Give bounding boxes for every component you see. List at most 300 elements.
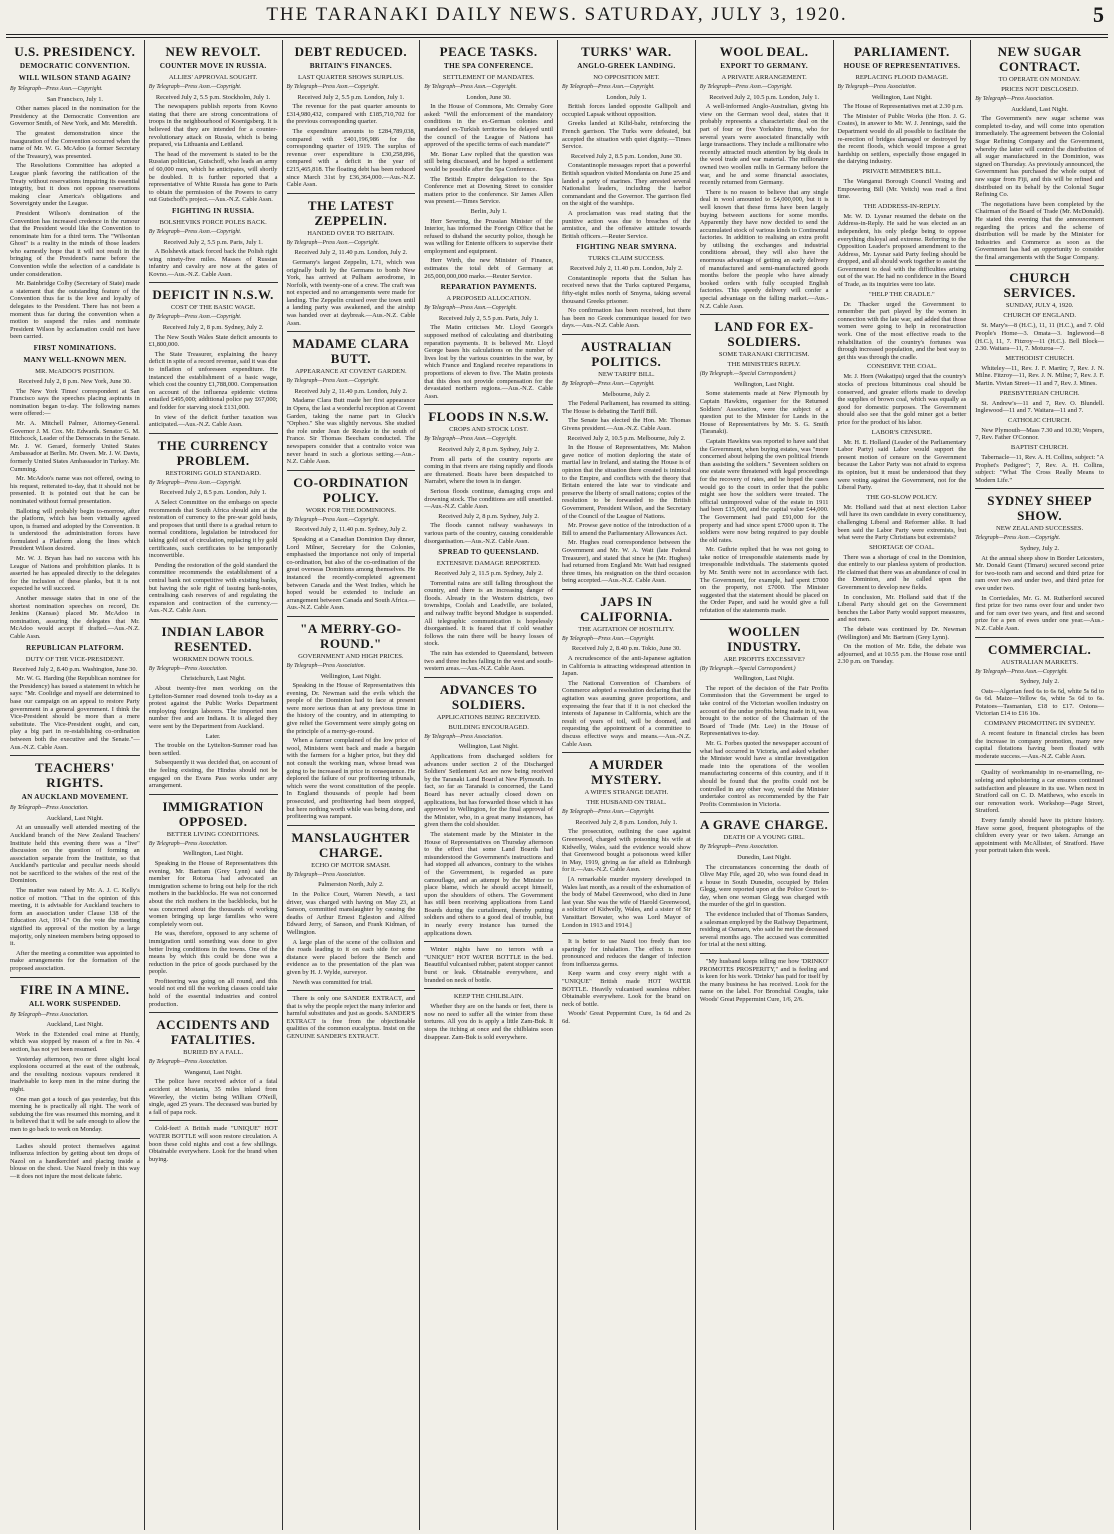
article-dateline: London, June 30. [466, 93, 511, 101]
article-dateline: Melbourne, July 2. [602, 390, 651, 398]
article-paragraph: The revenue for the past quarter amounts to £314,980,432, compared with £185,710,702 for the previous corresponding quarter. [286, 103, 416, 126]
article-dateline: Received July 2, 8.5 p.m. London, July 1. [159, 489, 267, 497]
article-headline: WOOL DEAL. [719, 44, 809, 59]
article-paragraph: The Resolutions Committee has adopted a League plank favoring the ratification of the Treaty without reservations impairing its essential integrity, but it does not oppose reservations making clear America's obligations and Sovereignty under the League. [10, 162, 140, 208]
column-rule [287, 616, 416, 617]
column-rule [975, 764, 1104, 765]
article-headline: MANSLAUGHTER CHARGE. [291, 829, 411, 860]
column-rule [424, 404, 553, 405]
article-headline: CHURCH SERVICES. [1003, 270, 1076, 301]
article-headline: JAPS IN CALIFORNIA. [580, 593, 673, 624]
article-dateline: San Francisco, July 1. [46, 95, 104, 103]
article-subheading: CROPS AND STOCK LOST. [449, 426, 529, 434]
article-subheading: THE SPA CONFERENCE. [444, 62, 534, 70]
article-subheading: BUILDING ENCOURAGED. [448, 723, 529, 731]
article-subheading: CHURCH OF ENGLAND. [1003, 312, 1076, 320]
article-paragraph: Speaking in the House of Representatives this evening, Dr. Newman said the evils which the people of the Dominion had to face at present were more serious than at any previous time in the history of the country, and in attempting to give relief the Government were simply going on the principle of a merry-go-round. [286, 682, 416, 735]
article-subheading: METHODIST CHURCH. [1005, 354, 1074, 362]
article-paragraph: Quality of workmanship in re-enamelling, re-soleing and upholstering a car ensures continued satisfaction and pleasure in its use. When next in Stratford call on C. D. Matthews, who excels in our renovation work. Workshop—Page Street, Stratford. [975, 769, 1104, 815]
article-paragraph: Mr. Holland said that at next election Labor will have its own candidate in every constituency, challenging Liberal and Reformer alike. It had been said the Labor Party were extremists, but what were the Party Christians but extremists? [837, 503, 967, 542]
article-paragraph: The House of Representatives met at 2.30 p.m. [843, 103, 964, 111]
article-subheading: COMPANY PROMOTING IN SYDNEY. [984, 720, 1096, 728]
article-paragraph: Mr. McAdoo's name was not offered, owing to his request, reiterated to-day, that it should not be presented. It is pointed out that he can be nominated without formal presentation. [10, 475, 140, 505]
article-subheading: BURIED BY A FALL. [183, 1049, 244, 1057]
column-rule [700, 314, 829, 315]
article-subheading: ALLIES' APPROVAL SOUGHT. [168, 74, 258, 81]
article-subheading: DUTY OF THE VICE-PRESIDENT. [25, 655, 125, 663]
article-subheading: THE AGITATION OF HOSTILITY. [578, 625, 675, 633]
article-dateline: Auckland, Last Night. [46, 814, 104, 822]
article-subheading: AN AUCKLAND MOVEMENT. [21, 793, 129, 802]
article-paragraph: The prosecution, outlining the case against Greenwood, charged with poisoning his wife at Kidwelly, Wales, said the evidence would show that Greenwood bought a poisonous weed killer in May, 1919, giving as far afield as Edinburgh for it.—Aus.-N.Z. Cable Assn. [562, 828, 691, 874]
article-byline: By Telegraph—Press Assn.—Copyright. [148, 228, 242, 235]
article-paragraph: The negotiations have been completed by the Chairman of the Board of Trade (Mr. McDonald). He stated this evening that the announcement regarding the prices and the scheme of distribution will be made by the Minister for Industries and Commerce as soon as the Government has had an opportunity to consider the final arrangements with the Sugar Company. [975, 200, 1104, 261]
article-dateline: Received July 2, 8.40 p.m. Tokio, June 30. [571, 645, 681, 653]
article-subheading: A PROPOSED ALLOCATION. [446, 295, 531, 303]
article-subheading: TO OPERATE ON MONDAY. [998, 76, 1081, 83]
article-subheading: NEW TARIFF BILL. [598, 371, 655, 379]
article-paragraph: President Wilson's domination of the Convention has increased credence in the rumour that the President would like the Convention to renominate him for a third term. The "Wilsonian Ghost" is a reality in the minds of those leaders who earnestly hope that it will not result in the bringing of the President's name before the Convention while the selection of a candidate is under consideration. [10, 209, 140, 278]
article-paragraph: Whether they are on the hands or feet, there is now no need to suffer all the winter from these tortures. All you do is apply a little Zam-Buk. It stops the itching at once and the chilblains soon disappear. Zam-Buk is sold everywhere. [424, 1003, 553, 1041]
article-subheading: BOLSHEVIKS FORCE POLES BACK. [159, 218, 267, 226]
article-paragraph: Mr. H. E. Holland (Leader of the Parliamentary Labor Party) said Labor would support the present motion of censure on the Government because the Labor Party was not afraid to express its opinion, but it must be understood that they were voting against the Government, not for the Liberal Party. [837, 438, 967, 492]
article-subheading: SPREAD TO QUEENSLAND. [438, 548, 539, 557]
article-byline: By Telegraph—Press Association. [10, 1011, 89, 1018]
article-byline: By Telegraph—Press Assn.—Copyright. [10, 86, 103, 92]
article-subheading: HOUSE OF REPRESENTATIVES. [843, 62, 961, 70]
newspaper-title: THE TARANAKI DAILY NEWS. SATURDAY, JULY 3, 1920. [266, 4, 848, 25]
article-headline: PARLIAMENT. [854, 44, 950, 59]
article-paragraph: The trouble on the Lyttelton-Sumner road has been settled. [148, 742, 278, 757]
article-subheading: CATHOLIC CHURCH. [1007, 416, 1072, 424]
column-rule [975, 488, 1104, 489]
article-paragraph: A Select Committee on the embargo on specie recommends that South Africa should aim at the restoration of currency to the pre-war gold basis, and proposes that until there is a gradual return to normal conditions, legislation be introduced for taking gold out of circulation, replacing it by gold certificates, such certificates to be temporarily inconvertible. [148, 498, 278, 560]
article-paragraph: The British Empire delegation to the Spa Conference met at Downing Street to consider matters prior to the conference. Sir James Allen was present.—Times Service. [424, 175, 553, 206]
article-paragraph: At an unusually well attended meeting of the Auckland branch of the New Zealand Teachers' Institute held this evening there was a "live" discussion on the question of forming an association separate from the Institute, so that Auckland's particular and peculiar needs should not be sacrificed to the wishes of the rest of the Dominion. [10, 824, 140, 885]
article-dateline: Auckland, Last Night. [1011, 105, 1069, 113]
article-subheading: DEMOCRATIC CONVENTION. [19, 62, 130, 70]
column-rule [287, 990, 416, 991]
article-paragraph: From all parts of the country reports are coming in that rivers are rising rapidly and floods are threatened. Boats have been despatched to Narrabri, where the town is in danger. [424, 455, 553, 486]
article-headline: U.S. PRESIDENCY. [14, 44, 136, 59]
article-paragraph: Torrential rains are still falling throughout the country, and there is an increasing danger of floods. Already in the Western districts, two townships, Coolah and Leadville, are isolated, and railway traffic beyond Mudgee is suspended. All telegraphic communication is hopelessly disorganised. It is feared that if cold weather follows the rain there will be heavy losses of stock. [424, 579, 553, 648]
article-dateline: Received July 2, 8 p.m. London, July 1. [575, 818, 678, 826]
article-subheading: GOVERNMENT AND HIGH PRICES. [298, 652, 404, 660]
article-dateline: Received July 2, 8 p.m. New York, June 30. [18, 378, 131, 385]
article-subheading: RESTORING GOLD STANDARD. [165, 469, 261, 477]
article-paragraph: Mr. W. D. Lysnar resumed the debate on the Address-in-Reply. He said he was elected as an independent, his only pledge being to oppose everything disloyal and extreme. Referring to the Opposition Leader's proposed amendment to the Address, Mr. Lysnar said Party feeling should be dropped, and all should work together to assist the Government to deal with the difficulties arising out of the war. He had no confidence in the Board of Trade, as its inquiries were too late. [837, 212, 967, 289]
article-headline: AUSTRALIAN POLITICS. [580, 339, 672, 370]
article-dateline: Received July 2, 5.5 p.m. Paris, July 1. [163, 238, 263, 246]
article-subheading: SHORTAGE OF COAL. [869, 543, 935, 551]
masthead-rule-bottom [6, 37, 1108, 38]
article-headline: CO-ORDINATION POLICY. [293, 474, 409, 505]
article-paragraph: Dr. Thacker urged the Government to remember the part played by the women in connection with the late war, and added that those women were going to help in reconstruction work. One of the most effective roads to the rehabilitation of the country's fortunes was through increased population, and the best way to get this was through the cradle. [837, 300, 967, 361]
column-1 [6, 40, 144, 1530]
article-paragraph: Germany's largest Zeppelin, L71, which was originally built by the Germans to bomb New York, has arrived at Pulham aerodrome, in Norfolk, with twenty-one of a crew. The craft was not expected and no arrangements were made for landing. The Zeppelin cruised over the town until a landing party was awakened, and the airship was handed over at daybreak.—Aus.-N.Z. Cable Assn. [286, 258, 416, 327]
column-rule [562, 589, 691, 590]
column-8 [970, 40, 1108, 1530]
article-paragraph: About twenty-five men working on the Lyttelton-Sumner road downed tools to-day as a protest against the Public Works Department employing foreign laborers. The imported men number five and are Indians. It is alleged they were sent by the Department from Auckland. [148, 685, 278, 731]
article-subheading: HANDED OVER TO BRITAIN. [307, 229, 395, 237]
article-subheading: WORKMEN DOWN TOOLS. [172, 655, 254, 663]
article-paragraph: The Minister of Public Works (the Hon. J. G. Coates), in answer to Mr. W. J. Jennings, said the Department would do all possible to facilitate the re-erection of bridges damaged or destroyed by the recent floods, which would impose a great hardship on settlers, especially those engaged in the dairying industry. [837, 112, 967, 166]
column-rule [10, 755, 140, 756]
article-paragraph: Every family should have its picture history. Have some good, frequent photographs of the children every year or two taken. Arrange an appointment with McAllister, of Stratford. Have your portrait taken this week. [975, 817, 1104, 855]
article-paragraph: The New South Wales State deficit amounts to £1,800,000. [148, 333, 278, 349]
article-subheading: AUSTRALIAN MARKETS. [1001, 658, 1079, 666]
article-paragraph: In Corriedales, Mr. G. M. Rutherford secured first prize for two rams over four and under two and for ram over two years, and first and second prize for a pen of ewes under one year.—Aus.-N.Z. Cable Assn. [975, 594, 1104, 632]
article-subheading: REPLACING FLOOD DAMAGE. [855, 74, 949, 81]
article-byline: By Telegraph—Press Association. [699, 844, 779, 851]
article-paragraph: A Bolshevik attack forced back the Polish right wing ninety-five miles. Masses of Russian infantry and cavalry are now at the gates of Kovno.—Aus.-N.Z. Cable Assn. [148, 248, 278, 278]
article-paragraph: Cold-feet! A British made "UNIQUE" HOT WATER BOTTLE will soon restore circulation. A boon these cold nights and cost a few shillings. Obtainable everywhere. Look for the brand when buying. [148, 1125, 278, 1163]
article-paragraph: One man got a touch of gas yesterday, but this morning he is practically all right. The work of subduing the fire was resumed this morning, and it is believed that it will be safe enough to allow the men to go back to work on Monday. [10, 1095, 140, 1133]
article-paragraph: Mr. Hughes read correspondence between the Government and Mr. W. A. Watt (late Federal Treasurer), and stated that since he (Mr. Hughes) had returned from England Mr. Watt had resigned three times, his resignation on the third occasion being accepted.—Aus.-N.Z. Cable Assn. [562, 539, 691, 585]
article-subheading: EXPORT TO GERMANY. [720, 62, 808, 70]
article-headline: THE CURRENCY PROBLEM. [157, 437, 269, 468]
article-dateline: Received July 2, 8 p.m. Sydney, July 2. [438, 445, 539, 453]
column-rule [287, 331, 416, 332]
article-paragraph: The police have received advice of a fatal accident at Mostania, 35 miles inland from Waverley, the victim being William O'Neill, single, aged 25 years. The deceased was buried by a fall of papa rock. [148, 1078, 278, 1116]
article-paragraph: The expenditure amounts to £284,789,038, compared with £401,196,986 for the corresponding quarter of 1919. The surplus of revenue over expenditure is £30,258,896, compared with a deficit in the year of £215,465,818. The floating debt has been reduced since March 31st by £36,364,000.—Aus.-N.Z. Cable Assn. [286, 127, 416, 189]
article-dateline: Dunedin, Last Night. [737, 853, 792, 861]
article-subheading: WORK FOR THE DOMINIONS. [305, 506, 396, 514]
article-paragraph: Constantinople reports that the Sultan has received news that the Turks captured Pergama, fifty-eight miles north of Smyrna, taking several thousand Greeks prisoner. [562, 274, 691, 305]
article-paragraph: Constantinople messages report that a powerful British squadron visited Mondania on June 25 and landed a party of marines. They arrested several Nationalist leaders, including the harbor commandant and the Governor. The garrison fled on the sight of the warships. [562, 162, 691, 208]
article-byline: By Telegraph—Press Assn.—Copyright. [699, 84, 793, 90]
article-subheading: WILL WILSON STAND AGAIN? [18, 74, 131, 82]
article-paragraph: A proclamation was read stating that the punitive action was due to breaches of the armistice, and the offensive attitude towards British officers.—Reuter Service. [562, 209, 691, 240]
article-dateline: Received July 2, 10.5 p.m. London, July 1. [709, 93, 820, 101]
article-headline: DEBT REDUCED. [294, 44, 408, 59]
article-paragraph: The State Treasurer, explaining the heavy deficit in spite of a record revenue, said it was due to inflation of unforeseen expenditure. He instanced the establishment of a basic wage, which cost the country £1,788,000. Compensation on account of the influenza epidemic victims entailed £495,000; additional police pay £67,000; and fodder for starving stock £131,000. [148, 350, 278, 411]
article-subheading: FIGHTING NEAR SMYRNA. [576, 243, 677, 252]
article-dateline: Received July 2, 8 p.m. Sydney, July 2. [438, 512, 539, 520]
article-paragraph: A recrudescence of the anti-Japanese agitation in California is attracting widespread attention in Japan. [562, 655, 691, 678]
article-paragraph: Some statements made at New Plymouth by Captain Hawkins, organiser for the Returned Soldiers' Association, were the subject of a question put to the Minister for Lands in the House of Representatives by Mr. S. G. Smith (Taranaki). [699, 390, 829, 436]
article-byline: By Telegraph—Press Association. [975, 96, 1054, 102]
article-paragraph: The Wanganui Borough Council Vesting and Empowering Bill (Mr. Veitch) was read a first time. [837, 177, 967, 201]
article-paragraph: [A remarkable murder mystery developed in Wales last month, as a result of the exhumation of the body of Mabel Greenwood, who died in June last year. She was the wife of Harold Greenwood, a solicitor of Kidwelly, Wales, and a sister of Sir Vansittart Bowater, who was Lord Mayor of London in 1913 and 1914.] [562, 875, 691, 929]
article-paragraph: The Federal Parliament, has resumed its sitting. The House is debating the Tariff Bill. [562, 400, 691, 415]
article-byline: By Telegraph—Press Assn.—Copyright. [562, 635, 655, 642]
article-subheading: BETTER LIVING CONDITIONS. [166, 830, 260, 838]
article-paragraph: Mr. Guthrie replied that he was not going to take notice of irresponsible statements made by irresponsible individuals. The statements quoted by Mr. Smith were not in accordance with fact. The Government, for example, had spent £7000 on the property, not £7000. The Minister suggested that the statement should be placed on the Order Paper, and said he would give a full refutation of the statements made. [699, 546, 829, 615]
article-paragraph: Another message states that in one of the shortest nomination speeches on record, Dr. Jenkins (Kansas) placed Mr. McAdoo in nomination, assuring the delegates that Mr. McAdoo would accept if drafted.—Aus.-N.Z. Cable Assn. [10, 595, 140, 640]
article-subheading: DEATH OF A YOUNG GIRL. [723, 834, 805, 842]
column-rule [562, 334, 691, 335]
article-paragraph: The greatest demonstration since the inauguration of the Convention occurred when the name of Mr. W. G. McAdoo (a former Secretary of the Treasury), was presented. [10, 129, 140, 160]
article-headline: "A MERRY-GO-ROUND." [300, 620, 402, 651]
column-4 [419, 40, 557, 1530]
article-paragraph: Winter nights have no terrors with a "UNIQUE" HOT WATER BOTTLE in the bed. Beautiful vulcanised rubber, patent stopper cannot burst or leak. Obtainable everywhere, and branded on neck of bottle. [424, 946, 553, 984]
article-subheading: PRICES NOT DISCLOSED. [1001, 86, 1079, 93]
article-subheading: TURKS CLAIM SUCCESS. [588, 255, 665, 263]
article-headline: TURKS' WAR. [581, 44, 672, 59]
article-headline: IMMIGRATION OPPOSED. [162, 798, 264, 829]
article-headline: SYDNEY SHEEP SHOW. [987, 493, 1093, 524]
column-rule [562, 933, 691, 934]
article-dateline: Later. [205, 732, 221, 740]
article-paragraph: St. Mary's—8 (H.C.), 11, 11 (H.C.), and 7. Old People's Home—3. Omata—3. Inglewood—8 (H.C.), 11, 7. Fitzroy—11 (H.C.). Bell Block—2.30. Waitara—11, 7. Moturoa—7. [975, 322, 1104, 353]
column-rule [700, 812, 829, 813]
article-paragraph: There is no reason to believe that any single deal in wool amounted to £4,000,000, but it is well known that these firms have been largely buying between auctions for some months. Apparently they have now decided to send the accumulated stock of various kinds to Continental factories. In addition to realising an extra profit by utilising the exchanges and industrial conditions abroad, they will also have the enormous advantage of getting an early delivery of manufactured and semi-manufactured goods months before the people who have already booked orders with fully occupied English factories. This speedy delivery will confer a special advantage on the falling market.—Aus.-N.Z. Cable Assn. [699, 188, 829, 310]
article-subheading: THE ADDRESS-IN-REPLY. [863, 202, 941, 210]
article-byline: By Telegraph—Press Association. [837, 84, 917, 90]
article-paragraph: Mr. J. Horn (Wakatipu) urged that the country's stocks of precious bituminous coal should be conserved, and greater efforts made to develop the supplies of brown coal, which was equally as good for domestic purposes. The Government should also see that the gold miner got a better price for the product of his labor. [837, 373, 967, 426]
column-rule [700, 953, 829, 954]
article-subheading: A WIFE'S STRANGE DEATH. [584, 789, 669, 797]
article-byline: By Telegraph—Press Assn.—Copyright. [562, 809, 655, 816]
article-paragraph: It is better to use Nazol too freely than too sparingly for inhalation. The effect is more pronounced and reduces the danger of infection from influenza germs. [562, 938, 691, 968]
column-rule [975, 637, 1104, 638]
article-byline: Telegraph—Press Assn.—Copyright. [975, 535, 1061, 542]
article-paragraph: Newth was committed for trial. [292, 978, 373, 986]
article-headline: FLOODS IN N.S.W. [428, 409, 549, 425]
article-paragraph: Speaking in the House of Representatives this evening, Mr. Bartram (Grey Lynn) said the member for Rotorua had advocated an immigration scheme to bring out help for the rich mothers in the backblocks. He was not concerned about the rich mothers in the backblocks, but he was concerned about the thousands of working women bringing up large families who were completely worn out. [148, 859, 278, 928]
column-rule [149, 619, 278, 620]
article-byline: By Telegraph—Press Assn.—Copyright. [286, 516, 380, 523]
article-subheading: APPLICATIONS BEING RECEIVED. [436, 713, 541, 721]
article-subheading: MR. McADOO'S POSITION. [35, 368, 115, 375]
article-paragraph: The evidence included that of Thomas Sanders, a salesman employed by the Railway Department, residing at Oamaru, who said he met the deceased several months ago. The accused was committed for trial at the next sitting. [699, 911, 829, 949]
article-paragraph: Captain Hawkins was reported to have said that the Government, when buying estates, was "more concerned about helping the own political friends than assisting the soldiers." Seventeen soldiers on one estate were threatened with legal proceedings for the recovery of rates, and he hoped the cases would go to the court in order that the public might see how the soldiers were treated. The official unimproved value of the estate in 1911 had been £15,000, and the capital value £44,000. The Government had paid £91,000 for the property and had since spent £7000 upon it. The soldiers were now being required to pay double the old rates. [699, 437, 829, 544]
article-byline: By Telegraph—Press Assn.—Copyright. [286, 239, 380, 246]
article-paragraph: Herr Severing, the Prussian Minister of the Interior, has informed the Foreign Office that he refused to disband the security police, though he was willing for Entente officers to supervise their employment and equipment. [424, 217, 553, 255]
article-headline: INDIAN LABOR RESENTED. [161, 623, 265, 654]
article-paragraph: The Senate has elected the Hon. Mr. Thomas Givens president.—Aus.-N.Z. Cable Assn. [562, 417, 691, 432]
article-paragraph: When a farmer complained of the low price of wool, Ministers went back and made a bargain with the farmers for a higher price, but they did not consult the working man, whose bread was going to be increased in price in consequence. He deplored the failure of our profiteering tribunals, which were the worst constitution of the people. In England thousands of people had been prosecuted, and profiteering had been stopped, but here nothing worth while was being done, and profiteering was rampant. [286, 737, 416, 821]
article-dateline: Received July 2, 5.5 p.m. Stockholm, July 1. [155, 93, 271, 101]
article-subheading: FIGHTING IN RUSSIA. [172, 206, 255, 215]
article-subheading: KEEP THE CHILBLAIN. [453, 993, 524, 1001]
article-paragraph: Serious floods continue, damaging crops and drowning stock. The conditions are still unsettled.—Aus.-N.Z. Cable Assn. [424, 487, 553, 511]
article-paragraph: Oats—Algerian feed 6s to 6s 6d, white 5s 6d to 6s 6d. Maize—Yellow 6s, white 5s 6d to 6s. Potatoes—Tasmanian, £18 to £17. Onions—Victorian £14 to £16 10s. [975, 687, 1104, 718]
column-6 [695, 40, 833, 1530]
article-paragraph: Work in the Extended coal mine at Huntly, which was stopped by reason of a fire in No. 4 section, has not yet been resumed. [10, 1030, 140, 1053]
article-subheading: REPUBLICAN PLATFORM. [26, 643, 124, 652]
article-paragraph: The floods cannot railway washaways in various parts of the country, causing considerable disorganisation.—Aus.-N.Z. Cable Assn. [424, 522, 553, 545]
article-dateline: Wellington, Last Night. [183, 850, 244, 858]
article-paragraph: Mr. W. J. Bryan has had no success with his League of Nations and prohibition planks. It is asserted he has appealed directly to the delegates for the inclusion of these planks, but it is not expected he will succeed. [10, 555, 140, 593]
column-rule [149, 794, 278, 795]
article-subheading: ARE PROFITS EXCESSIVE? [723, 655, 805, 663]
article-byline: By Telegraph—Press Assn.—Copyright. [148, 479, 242, 486]
article-byline: By Telegraph—Press Association. [10, 805, 89, 812]
article-subheading: NO OPPOSITION MET. [593, 74, 660, 81]
article-byline: By Telegraph—Press Assn.—Copyright. [286, 378, 380, 385]
article-headline: PEACE TASKS. [439, 44, 538, 59]
article-paragraph: Madame Clara Butt made her first appearance in Opera, the last a wonderful reception at Covent Garden, taking the name part in Gluck's "Orpheo." She was slightly nervous. She studied the role under Jean de Reszke in the south of France. Sir Thomas Beecham conducted. The newspapers consider that a contralto voice was never heard in such a glorious setting.—Aus.-N.Z. Cable Assn. [286, 397, 416, 466]
article-paragraph: There was a shortage of coal in the Dominion, due entirely to our planless system of production. He claimed that there was an abundance of coal in the Dominion, and he called upon the Government to develop new fields. [837, 553, 967, 592]
article-dateline: Received July 2, 8.40 p.m. Washington, June 30. [12, 665, 138, 673]
article-paragraph: Keep warm and cosy every night with a "UNIQUE" British made HOT WATER BOTTLE. Heavily vulcanised seamless rubber. Obtainable everywhere. Look for the brand on neck of bottle. [562, 970, 691, 1008]
article-byline: By Telegraph—Press Association. [286, 662, 366, 669]
article-headline: LAND FOR EX-SOLDIERS. [714, 319, 814, 350]
article-paragraph: Pending the restoration of the gold standard the committee recommends the establishment of a central bank not competitive with existing banks, but having the sole right of issuing bank-notes, centralising cash reserves of and regulating the expansion and contraction of the currency.—Aus.-N.Z. Cable Assn. [148, 561, 278, 615]
article-paragraph: Subsequently it was decided that, on account of the feeling existing, the Hindus should not be engaged on the Evans Pass works under any arrangement. [148, 759, 278, 790]
column-3 [282, 40, 420, 1530]
article-subheading: PRESBYTERIAN CHURCH. [999, 389, 1080, 397]
article-dateline: Received July 2, 10.5 p.m. Melbourne, July 2. [567, 434, 686, 442]
article-dateline: Received July 2, 11.40 p.m. Sydney, July 2. [295, 526, 407, 534]
article-dateline: Wellington, Last Night. [734, 380, 795, 388]
article-subheading: THE HUSBAND ON TRIAL. [586, 799, 667, 807]
article-subheading: A PRIVATE ARRANGEMENT. [721, 74, 807, 81]
article-subheading: REPARATION PAYMENTS. [440, 283, 537, 292]
article-subheading: SETTLEMENT OF MANDATES. [442, 74, 535, 81]
article-subheading: THE MINISTER'S REPLY. [727, 361, 801, 369]
article-paragraph: New Plymouth—Mass 7.30 and 10.30; Vespers, 7, Rev. Father O'Connor. [975, 426, 1104, 442]
article-headline: A MURDER MYSTERY. [589, 757, 664, 788]
article-byline: By Telegraph—Press Association. [148, 1059, 228, 1066]
column-5 [557, 40, 695, 1530]
article-subheading: FIRST NOMINATIONS. [33, 344, 117, 352]
article-paragraph: In conclusion, Mr. Holland said that if the Liberal Party should get on the Government benches the Labor Party would support measures, and not men. [837, 593, 967, 624]
article-headline: ACCIDENTS AND FATALITIES. [156, 1017, 271, 1048]
article-subheading: BAPTIST CHURCH. [1010, 444, 1069, 451]
article-paragraph: Ladies should protect themselves against influenza infection by getting about ten drops of Nazol on a handkerchief and placing inside a blouse on the chest. Use Nazol freely in this way—it does not injure the most delicate fabric. [10, 1142, 140, 1180]
article-subheading: PRIVATE MEMBER'S BILL. [862, 167, 942, 175]
article-paragraph: He was, therefore, opposed to any scheme of immigration until something was done to give better living conditions in the towns. One of the means by which this could be done was a reduction in the price of goods purchased by the people. [148, 930, 278, 976]
article-paragraph: St. Andrew's—11 and 7, Rev. O. Blundell. Inglewood—11 and 7. Waitara—11 and 7. [975, 399, 1104, 415]
article-paragraph: Applications from discharged soldiers for advances under section 2 of the Discharged Soldiers' Settlement Act are now being received by the Taranaki Land Board at New Plymouth. In fact, so far as Taranaki is concerned, the Land Board has never actually closed down on applications, but has forwarded those which it has approved to Wellington, for the final approval of the Minister, who, in a great many instances, has given them the cold shoulder. [424, 753, 553, 829]
column-rule [149, 1012, 278, 1013]
article-paragraph: The newspapers publish reports from Kovno stating that there are strong concentrations of troops in the neighbourhood of Koenigsberg. It is believed that they are intended for a counter-revolutionary attack on Russia, which is being prepared, via Lithuania and Lettland. [148, 103, 278, 149]
article-paragraph: Yesterday afternoon, two or three slight local explosions occurred at the east of the outbreak, and the resulting noxious vapours rendered it inadvisable to keep men in the mine during the night. [10, 1055, 140, 1093]
article-paragraph: Speaking at a Canadian Dominion Day dinner, Lord Milner, Secretary for the Colonies, emphasised the importance not only of imperial co-ordination, but also of the co-ordination of the great overseas Dominions among themselves. He instanced the recently-completed agreement between Canada and the West Indies, which he hoped would be extended to include an arrangement between Canada and South Africa.—Aus.-N.Z. Cable Assn. [286, 535, 416, 612]
article-byline: By Telegraph—Press Assn.—Copyright. [424, 305, 517, 312]
article-headline: COMMERCIAL. [987, 641, 1092, 657]
article-paragraph: Balloting will probably begin to-morrow, after the platform, which has been virtually agreed upon, is framed and adopted by the Convention. It is understood the administration forces have formulated a Platform along the lines which President Wilson desired. [10, 507, 140, 553]
article-paragraph: Mr. W. G. Harding (the Republican nominee for the Presidency) has issued a statement in which he says: "Mr. Coolidge and myself are determined to base our campaign on an appeal to restore Party government in a general government. I think the Vice-President should be more than a mere substitute. The Vice-President ought, and can, play a big part in re-establishing co-ordination between both the executive and the Senate."—Aus.-N.Z. Cable Assn. [10, 675, 140, 751]
article-paragraph: The Matin criticises Mr. Lloyd George's supposed method of calculating and distributing reparation payments. It is believed Mr. Lloyd George bases his calculations on the number of lives lost by the various countries in the war, by which France and England receive reparations in proportions of eleven to five. The Matin protests that this does not provide compensation for the devastated northern regions.—Aus.-N.Z. Cable Assn. [424, 324, 553, 400]
newspaper-columns [6, 40, 1108, 1530]
article-byline: By Telegraph—Press Assn.—Copyright. [562, 84, 655, 90]
article-byline: By Telegraph—Press Association. [148, 840, 228, 847]
article-paragraph: The matter was raised by Mr. A. J. C. Kelly's notice of motion. "That in the opinion of this meeting, it is advisable for Auckland teachers to form an association under Clause 138 of the Education Act, 1914." On the vote the meeting signified its approval of the motion by a large majority, only nineteen members being opposed to it. [10, 887, 140, 948]
article-paragraph: Tabernacle—11, Rev. A. H. Collins, subject: "A Prophet's Pedigree"; 7, Rev. A. H. Collins, subject: "What The Cross Really Means to Modern Life." [975, 454, 1104, 484]
article-dateline: Wellington, Last Night. [458, 743, 519, 751]
article-byline: (By Telegraph.—Special Correspondent.) [699, 371, 796, 378]
article-dateline: Received July 2, 8 p.m. Sydney, July 2. [162, 324, 264, 332]
article-paragraph: On the motion of Mr. Edie, the debate was adjourned, and at 10.55 p.m. the House rose until 2.30 p.m. on Tuesday. [837, 643, 967, 666]
column-7 [833, 40, 971, 1530]
article-paragraph: "My husband keeps telling me how 'DRINKO' PROMOTES PROSPERITY," and is feeling and is keen for his work. 'Drinko' has paid for itself by the many business he has received. Look for the name on the label. For Bronchial Coughs, take Woods' Great Peppermint Cure, 1/6, 2/6. [699, 958, 829, 1003]
article-byline: By Telegraph—Press Assn.—Copyright. [424, 84, 517, 90]
article-headline: NEW SUGAR CONTRACT. [997, 44, 1082, 74]
article-paragraph: Other names placed in the nomination for the Presidency at the Democratic Convention are Governor Smith, of New York, and Mr. Meredith. [10, 105, 140, 128]
article-subheading: SOME TARANAKI CRITICISM. [718, 351, 810, 359]
article-paragraph: A well-informed Anglo-Australian, giving his view on the German wool deal, states that it probably represents a characteristic deal on the part of four or five Yorkshire firms, who for several years were associated financially with large transactions. They include a millionaire who recently attracted much attention by big deals in the wool trade and war material. The millionaire owned two woollen mills in Germany before the war, and he and some financial associates, recently returned from Germany. [699, 103, 829, 187]
column-rule [424, 988, 553, 989]
article-subheading: EXTENSIVE DAMAGE REPORTED. [436, 560, 541, 568]
article-headline: ADVANCES TO SOLDIERS. [439, 681, 538, 712]
column-2 [144, 40, 282, 1530]
article-dateline: Palmerston North, July 2. [318, 881, 384, 889]
article-subheading: APPEARANCE AT COVENT GARDEN. [295, 368, 407, 376]
article-dateline: Wellington, Last Night. [734, 675, 795, 683]
article-paragraph: Herr Wirth, the new Minister of Finance, estimates the total debt of Germany at 265,000,000,000 marks.—Reuter Service. [424, 257, 553, 280]
article-byline: By Telegraph—Press Association. [424, 733, 503, 740]
article-byline: By Telegraph—Press Assn.—Copyright. [148, 314, 242, 321]
article-dateline: Received July 2, 5.5 p.m. Paris, July 1. [438, 314, 539, 322]
article-paragraph: No confirmation has been received, but there has been no Greek communique issued for two days.—Aus.-N.Z. Cable Assn. [562, 307, 691, 330]
article-paragraph: Mr. Bainbridge Colby (Secretary of State) made a statement that the outstanding feature of the Convention thus far is the love and loyalty of delegates to the President. There has not been a moment thus far during the convention when a motion to suspend the rules and nominate President Wilson by acclamation could not have been carried. [10, 280, 140, 341]
article-paragraph: Mr. G. Forbes quoted the newspaper account of what had occurred in Victoria, and asked whether the Minister would have a similar investigation made into the operations of the woollen manufacturing concerns of this country, and if it should be found that the profits could not be controlled in any other way, would the Minister undertake control as recommended by the Fair Profits Commission in Victoria. [699, 739, 829, 808]
article-dateline: Sydney, July 2. [1020, 544, 1060, 552]
article-byline: By Telegraph—Press Association. [148, 665, 228, 672]
article-dateline: Received July 2, 11.40 p.m. London, July 2. [569, 265, 683, 273]
article-headline: TEACHERS' RIGHTS. [35, 760, 115, 791]
column-rule [700, 619, 829, 620]
article-subheading: "HELP THE CRADLE." [869, 290, 935, 298]
article-subheading: MANY WELL-KNOWN MEN. [23, 356, 127, 364]
article-subheading: LAST QUARTER SHOWS SURPLUS. [298, 74, 404, 81]
article-paragraph: The statement made by the Minister in the House of Representatives on Thursday afternoon to the effect that some Land Boards had misunderstood the Government's instructions and had stopped all advances, contrary to the wishes of the Government, is regarded as pure camouflage, and an attempt by the Minister to place blame, which he should accept himself, upon the shoulders of others. The Government has still been receiving applications from Land Boards during the curtailment, thereby putting soldiers and others to a good deal of trouble, but in nearly every instance has turned the applications down. [424, 830, 553, 937]
article-paragraph: The New York Times' correspondent at San Francisco says the speeches placing aspirants in nomination began to-day. The following names were offered:— [10, 387, 140, 418]
article-byline: By Telegraph—Press Assn.—Copyright. [975, 668, 1068, 675]
article-dateline: Received July 2, 8.5 p.m. London, June 30. [570, 152, 682, 160]
article-paragraph: The head of the movement is stated to be the Russian politician, Gutschoff, who leads an army of 60,000 men, which he anticipates, will shortly be doubled. It is further reported that a representative of White Russia has gone to Paris to obtain the permission of the Powers to carry out Gutschoff's project.—Aus.-N.Z. Cable Assn. [148, 150, 278, 204]
article-paragraph: After the meeting a committee was appointed to make arrangements for the formation of the proposed association. [10, 949, 140, 972]
article-paragraph: The circumstances concerning the death of Olive May File, aged 20, who was found dead in a house in South Dunedin, occupied by Helen Glegg, were reported upon at the Police Court to-day, when one woman Glegg was charged with the murder of the girl in question. [699, 863, 829, 909]
article-subheading: COUNTER MOVE IN RUSSIA. [159, 62, 267, 70]
article-subheading: SUNDAY, JULY 4, 1920. [1005, 302, 1074, 310]
article-paragraph: Mr. A. Mitchell Palmer, Attorney-General. Governor J. M. Cox. Mr. Edwards. Senator G. M. Hitchcock, Leader of the Democrats in the Senate. Mr. J. W. Gerard, formerly United States Ambassador at Berlin. Mr. Owen. Mr. J. W. Davis, formerly United States Ambassador in Turkey. Mr. Cumming. [10, 419, 140, 473]
article-paragraph: The Government's new sugar scheme was completed to-day, and will come into operation immediately. The agreement between the Colonial Sugar Refining Company and the Government, whereby the latter will control the distribution of all sugar manufactured in the Dominion, was signed on Thursday. As previously announced, the Government has purchased the whole output of raw sugar from Fiji, and this will be refined and distributed on its behalf by the Colonial Sugar Refining Co. [975, 115, 1104, 199]
article-paragraph: A large plan of the scene of the collision and the roads leading to it on each side for some distance were placed before the Bench and evidence as to the presentation of the plan was given by H. J. Wylde, surveyor. [286, 938, 416, 976]
article-paragraph: In the House of Commons, Mr. Ormsby Gore asked: "Will the enforcement of the mandatory conditions in the ex-German colonies and mandated ex-Turkish territories be delayed until the council of the League of Nations has approved of the specific terms of each mandate?" [424, 103, 553, 149]
article-headline: THE LATEST ZEPPELIN. [307, 197, 394, 228]
column-rule [287, 470, 416, 471]
article-byline: By Telegraph—Press Assn.—Copyright. [286, 84, 380, 90]
article-subheading: ECHO OF MOTOR SMASH. [311, 861, 391, 869]
article-paragraph: Greeks landed at Kilid-bahr, reinforcing the French garrison. The Turks were defeated, but accepted the situation with quiet dignity.—Times Service. [562, 120, 691, 151]
article-dateline: Wellington, Last Night. [320, 672, 381, 680]
article-paragraph: In the Police Court, Warren Newth, a taxi driver, was charged with having on May 23, at Sanson, committed manslaughter by causing the deaths of Arthur Ernest Egleston and Alfred Edward Jerry, of Sanson, and Frank Kidman, of Wellington. [286, 890, 416, 936]
article-paragraph: Mr. Prowse gave notice of the introduction of a Bill to amend the Parliamentary Allowances Act. [562, 522, 691, 537]
article-headline: MADAME CLARA BUTT. [292, 336, 410, 367]
column-rule [424, 941, 553, 942]
article-paragraph: Mr. Bonar Law replied that the question was still being discussed, and he hoped a settlement would be possible after the Spa Conference. [424, 150, 553, 173]
article-headline: FIRE IN A MINE. [20, 981, 130, 997]
article-paragraph: The rain has extended to Queensland, between two and three inches falling in the west and south-western areas.—Aus.-N.Z. Cable Assn. [424, 650, 553, 673]
article-headline: DEFICIT IN N.S.W. [152, 287, 274, 303]
article-subheading: CONSERVE THE COAL. [866, 363, 937, 371]
column-rule [149, 282, 278, 283]
article-paragraph: The National Convention of Chambers of Commerce adopted a resolution declaring that the agitation was assuming grave proportions, and expressing the fear that if it is not checked the interests of Japanese in California, which are the result of years of toil, will be doomed, and requesting the appointment of a committee to discuss effective ways and means.—Aus.-N.Z. Cable Assn. [562, 679, 691, 748]
column-rule [10, 1138, 140, 1139]
article-dateline: Wellington, Last Night. [871, 93, 932, 101]
article-paragraph: At the annual sheep show in Border Leicesters, Mr. Donald Grant (Timaru) secured second prize for two-tooth ram and second and third prize for ram over two and under two, and third prize for ewe under two. [975, 554, 1104, 592]
article-paragraph: Profiteering was going on all round, and this would not end till the working classes could take hold of the essential industries and control production. [148, 977, 278, 1008]
article-subheading: COST OF THE BASIC WAGE. [170, 304, 256, 312]
article-dateline: Wanganui, Last Night. [184, 1068, 242, 1076]
article-subheading: BRITAIN'S FINANCES. [309, 62, 392, 70]
article-subheading: THE GO-SLOW POLICY. [866, 493, 938, 501]
article-subheading: ALL WORK SUSPENDED. [29, 999, 121, 1008]
article-byline: By Telegraph—Press Assn.—Copyright. [562, 381, 655, 388]
article-paragraph: The report of the decision of the Fair Profits Commission that the Government be urged to take control of the Victorian woollen industry on account of the undue profits being made in it, was brought to the notice of the Chairman of the Board of Trade (Mr. Lee) in the House of Representatives to-day. [699, 684, 829, 738]
article-dateline: Auckland, Last Night. [46, 1021, 104, 1029]
article-byline: By Telegraph—Press Assn.—Copyright. [424, 436, 517, 443]
article-dateline: Received July 2, 11.40 p.m. London, July 2. [294, 387, 408, 395]
article-paragraph: In view of the deficit further taxation was anticipated.—Aus.-N.Z. Cable Assn. [148, 413, 278, 429]
article-paragraph: Whiteley—11, Rev. J. F. Martin; 7, Rev. J. N. Milne. Fitzroy—11, Rev. J. N. Milne; 7, Rev. J. F. Martin. Vivian Street—11 and 7, Rev. J. Mines. [975, 364, 1104, 388]
article-dateline: Received July 2, 5.5 p.m. London, July 1. [297, 93, 405, 101]
